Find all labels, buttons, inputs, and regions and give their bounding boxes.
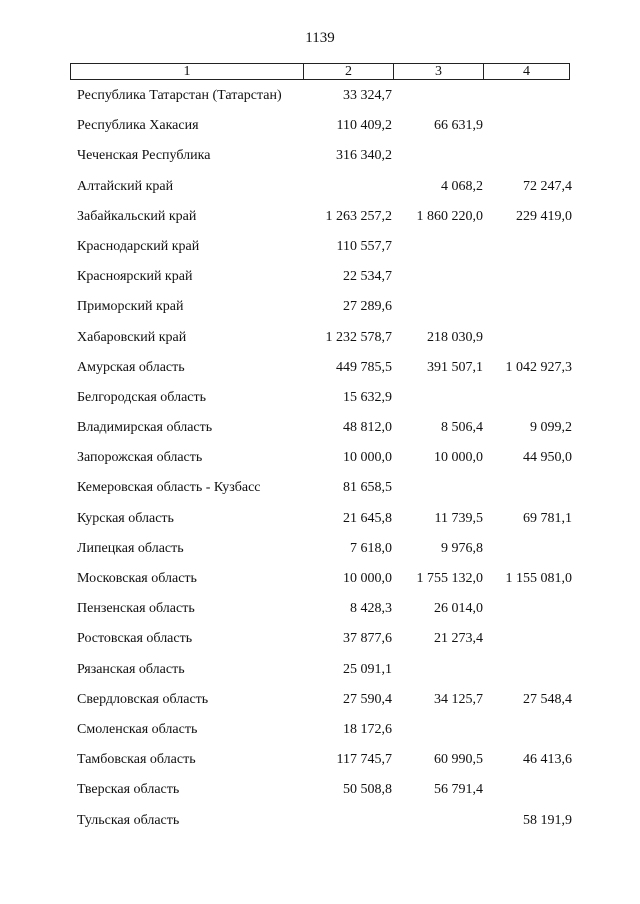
table-row (0, 297, 640, 327)
value-col-2: 110 409,2 (336, 118, 392, 134)
table-row (0, 811, 640, 841)
region-name: Республика Хакасия (77, 118, 199, 134)
table-row (0, 720, 640, 750)
table-row (0, 780, 640, 810)
table-row (0, 539, 640, 569)
region-name: Свердловская область (77, 691, 209, 707)
region-name: Кемеровская область - Кузбасс (77, 480, 261, 496)
table-row (0, 328, 640, 358)
table-row (0, 660, 640, 690)
value-col-3: 26 014,0 (434, 601, 483, 617)
value-col-2: 33 324,7 (343, 88, 392, 103)
table-row (0, 358, 640, 388)
value-col-2: 25 091,1 (343, 661, 392, 677)
region-name: Амурская область (77, 359, 185, 375)
table-row (0, 146, 640, 176)
column-header-4: 4 (523, 64, 530, 79)
value-col-4: 27 548,4 (523, 691, 572, 707)
table-body (0, 86, 640, 841)
column-header-2: 2 (304, 64, 394, 79)
value-col-2: 8 428,3 (350, 601, 392, 617)
region-name: Хабаровский край (77, 329, 187, 345)
value-col-4: 9 099,2 (530, 420, 572, 436)
table-row (0, 478, 640, 508)
table-row (0, 237, 640, 267)
value-col-2: 117 745,7 (336, 752, 392, 768)
table-row (0, 509, 640, 539)
value-col-2: 110 557,7 (336, 238, 392, 254)
value-col-2: 18 172,6 (343, 721, 392, 737)
value-col-3: 391 507,1 (427, 359, 483, 375)
region-name: Смоленская область (77, 721, 198, 737)
table-row (0, 569, 640, 599)
value-col-4: 229 419,0 (516, 208, 572, 224)
value-col-3: 9 976,8 (441, 540, 483, 556)
table-row (0, 267, 640, 297)
region-name: Забайкальский край (77, 208, 197, 224)
value-col-3: 10 000,0 (434, 450, 483, 466)
region-name: Приморский край (77, 299, 184, 315)
value-col-4: 46 413,6 (523, 752, 572, 768)
table-row (0, 690, 640, 720)
value-col-2: 37 877,6 (343, 631, 392, 647)
value-col-4: 58 191,9 (523, 812, 572, 828)
value-col-2: 10 000,0 (343, 571, 392, 586)
value-col-2: 10 000,0 (343, 450, 392, 466)
value-col-3: 1 860 220,0 (416, 208, 483, 224)
region-name: Белгородская область (77, 389, 207, 405)
region-name: Красноярский край (77, 269, 193, 285)
value-col-2: 27 289,6 (343, 299, 392, 315)
region-name: Рязанская область (77, 661, 185, 677)
table-row (0, 599, 640, 629)
value-col-2: 21 645,8 (343, 510, 392, 526)
value-col-3: 218 030,9 (427, 329, 483, 345)
value-col-2: 27 590,4 (343, 691, 392, 707)
region-name: Алтайский край (77, 178, 174, 194)
table-row (0, 177, 640, 207)
column-header-1: 1 (71, 64, 304, 79)
region-name: Липецкая область (77, 540, 184, 556)
table-row (0, 116, 640, 146)
value-col-2: 7 618,0 (350, 540, 392, 556)
page-number: 1139 (305, 30, 335, 46)
region-name: Курская область (77, 510, 174, 526)
value-col-2: 81 658,5 (343, 480, 392, 496)
value-col-2: 50 508,8 (343, 782, 392, 798)
value-col-3: 21 273,4 (434, 631, 483, 647)
region-name: Ростовская область (77, 631, 193, 647)
value-col-3: 11 739,5 (434, 510, 483, 526)
region-name: Чеченская Республика (77, 148, 211, 164)
region-name: Тульская область (77, 812, 180, 828)
region-name: Тверская область (77, 782, 180, 798)
region-name: Пензенская область (77, 601, 195, 617)
value-col-3: 60 990,5 (434, 752, 483, 768)
column-header-3: 3 (394, 64, 484, 79)
value-col-3: 4 068,2 (441, 178, 483, 194)
region-name: Владимирская область (77, 420, 213, 436)
value-col-4: 1 155 081,0 (505, 571, 572, 586)
region-name: Московская область (77, 571, 197, 586)
value-col-3: 1 755 132,0 (416, 571, 483, 586)
value-col-2: 1 232 578,7 (325, 329, 392, 345)
value-col-3: 56 791,4 (434, 782, 483, 798)
value-col-4: 69 781,1 (523, 510, 572, 526)
region-name: Тамбовская область (77, 752, 196, 768)
region-name: Запорожская область (77, 450, 203, 466)
value-col-2: 316 340,2 (336, 148, 392, 164)
value-col-3: 34 125,7 (434, 691, 483, 707)
table-row (0, 750, 640, 780)
value-col-4: 72 247,4 (523, 178, 572, 194)
value-col-2: 15 632,9 (343, 389, 392, 405)
column-header-row (70, 63, 570, 80)
value-col-4: 1 042 927,3 (505, 359, 572, 375)
value-col-2: 449 785,5 (336, 359, 392, 375)
table-row (0, 629, 640, 659)
value-col-2: 48 812,0 (343, 420, 392, 436)
table-row (0, 207, 640, 237)
value-col-4: 44 950,0 (523, 450, 572, 466)
table-row (0, 388, 640, 418)
table-row (0, 448, 640, 478)
table-row (0, 418, 640, 448)
value-col-2: 22 534,7 (343, 269, 392, 285)
region-name: Краснодарский край (77, 238, 200, 254)
value-col-3: 66 631,9 (434, 118, 483, 134)
value-col-2: 1 263 257,2 (325, 208, 392, 224)
table-row (0, 86, 640, 116)
region-name: Республика Татарстан (Татарстан) (77, 88, 282, 103)
value-col-3: 8 506,4 (441, 420, 483, 436)
